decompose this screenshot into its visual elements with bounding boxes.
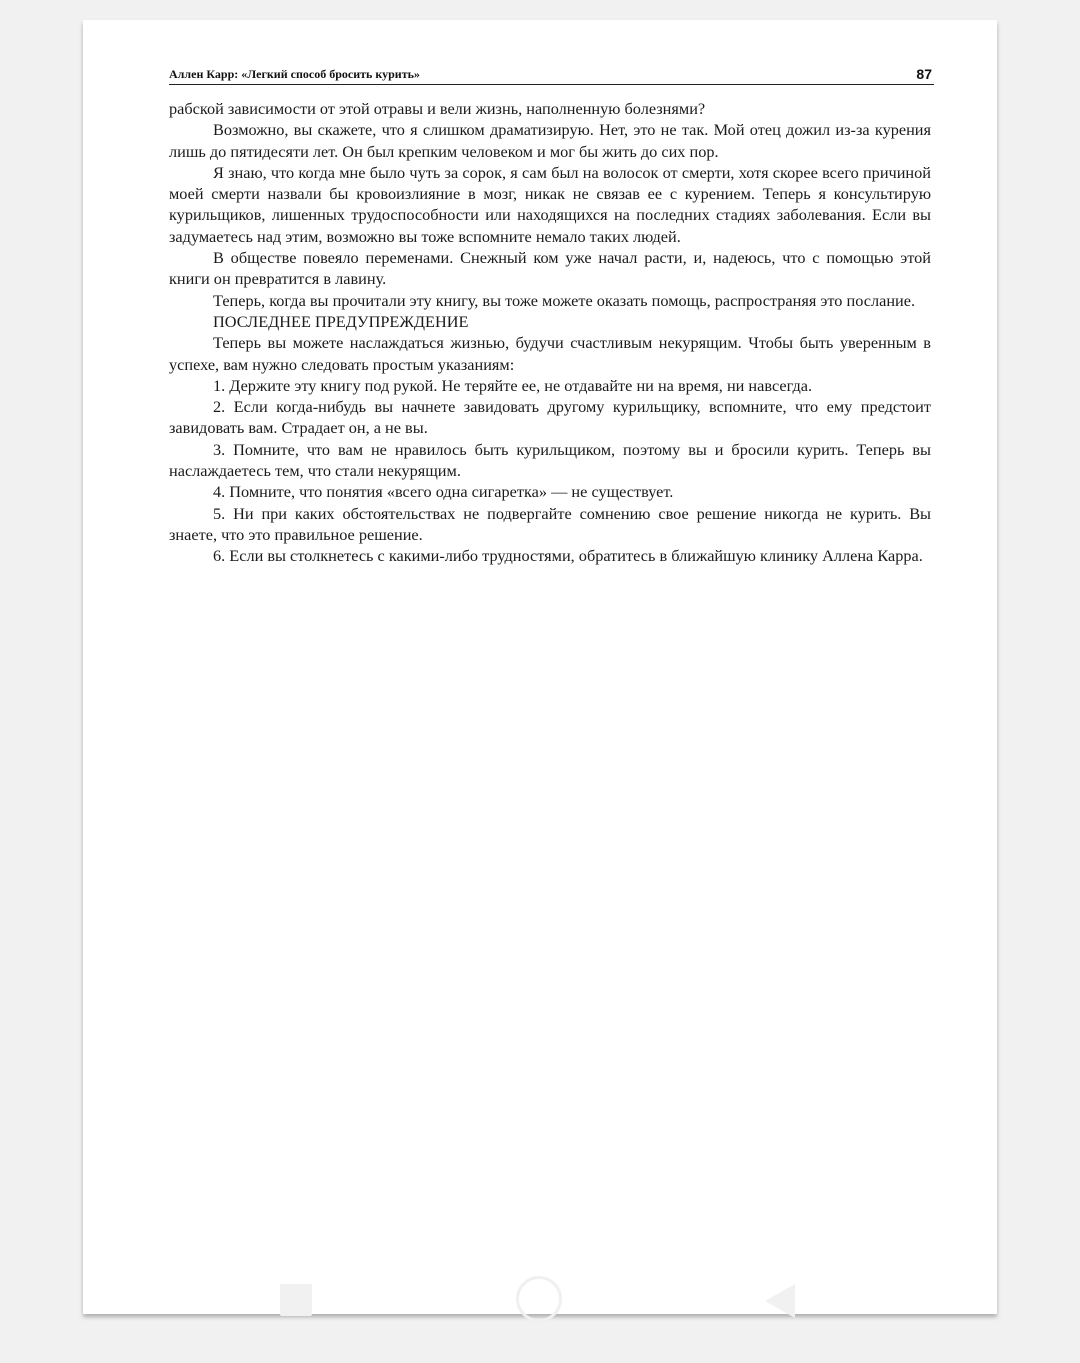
document-page <box>83 20 997 1314</box>
back-icon[interactable] <box>765 1284 795 1318</box>
paragraph: В обществе повеяло переменами. Снежный ком уже начал расти, и, надеюсь, что с помощью этой книги он превратится в лавину. <box>169 248 931 289</box>
system-navigation-bar <box>0 1276 1080 1326</box>
page-number: 87 <box>916 66 932 82</box>
section-heading: ПОСЛЕДНЕЕ ПРЕДУПРЕЖДЕНИЕ <box>213 311 469 331</box>
list-item: 2. Если когда-нибудь вы начнете завидовать другому курильщику, вспомните, что ему предстоит завидовать вам. Страдает он, а не вы. <box>169 397 931 438</box>
page-body <box>169 98 931 567</box>
running-header <box>169 60 934 85</box>
paragraph: Возможно, вы скажете, что я слишком драматизирую. Нет, это не так. Мой отец дожил из-за курения лишь до пятидесяти лет. Он был крепким человеком и мог бы жить до сих пор. <box>169 120 931 161</box>
home-icon[interactable] <box>516 1276 562 1322</box>
list-item: 4. Помните, что понятия «всего одна сигаретка» — не существует. <box>213 482 674 502</box>
paragraph: Теперь вы можете наслаждаться жизнью, будучи счастливым некурящим. Чтобы быть уверенным в успехе, вам нужно следовать простым указаниям: <box>169 333 931 374</box>
list-item: 1. Держите эту книгу под рукой. Не теряйте ее, не отдавайте ни на время, ни навсегда. <box>213 375 813 395</box>
header-title: Аллен Карр: «Легкий способ бросить курить» <box>169 67 420 81</box>
list-item: 3. Помните, что вам не нравилось быть курильщиком, поэтому вы и бросили курить. Теперь вы наслаждаетесь тем, что стали некурящим. <box>169 439 931 481</box>
recent-apps-icon[interactable] <box>280 1284 312 1316</box>
list-item: 5. Ни при каких обстоятельствах не подвергайте сомнению свое решение никогда не курить. Вы знаете, что это правильное решение. <box>169 503 931 544</box>
paragraph: Теперь, когда вы прочитали эту книгу, вы тоже можете оказать помощь, распространяя это послание. <box>213 290 916 310</box>
paragraph: Я знаю, что когда мне было чуть за сорок, я сам был на волосок от смерти, хотя скорее всего причиной моей смерти назвали бы кровоизлияние в мозг, никак не связав ее с курением. Теперь я консультирую курильщиков, лишенных трудоспособности или находящихся на последних стадиях заболевания. Если вы задумаетесь над этим, возможно вы тоже вспомните немало таких людей. <box>169 162 931 246</box>
paragraph: рабской зависимости от этой отравы и вели жизнь, наполненную болезнями? <box>169 99 706 118</box>
list-item: 6. Если вы столкнетесь с какими-либо трудностями, обратитесь в ближайшую клинику Аллена Карра. <box>213 546 923 566</box>
